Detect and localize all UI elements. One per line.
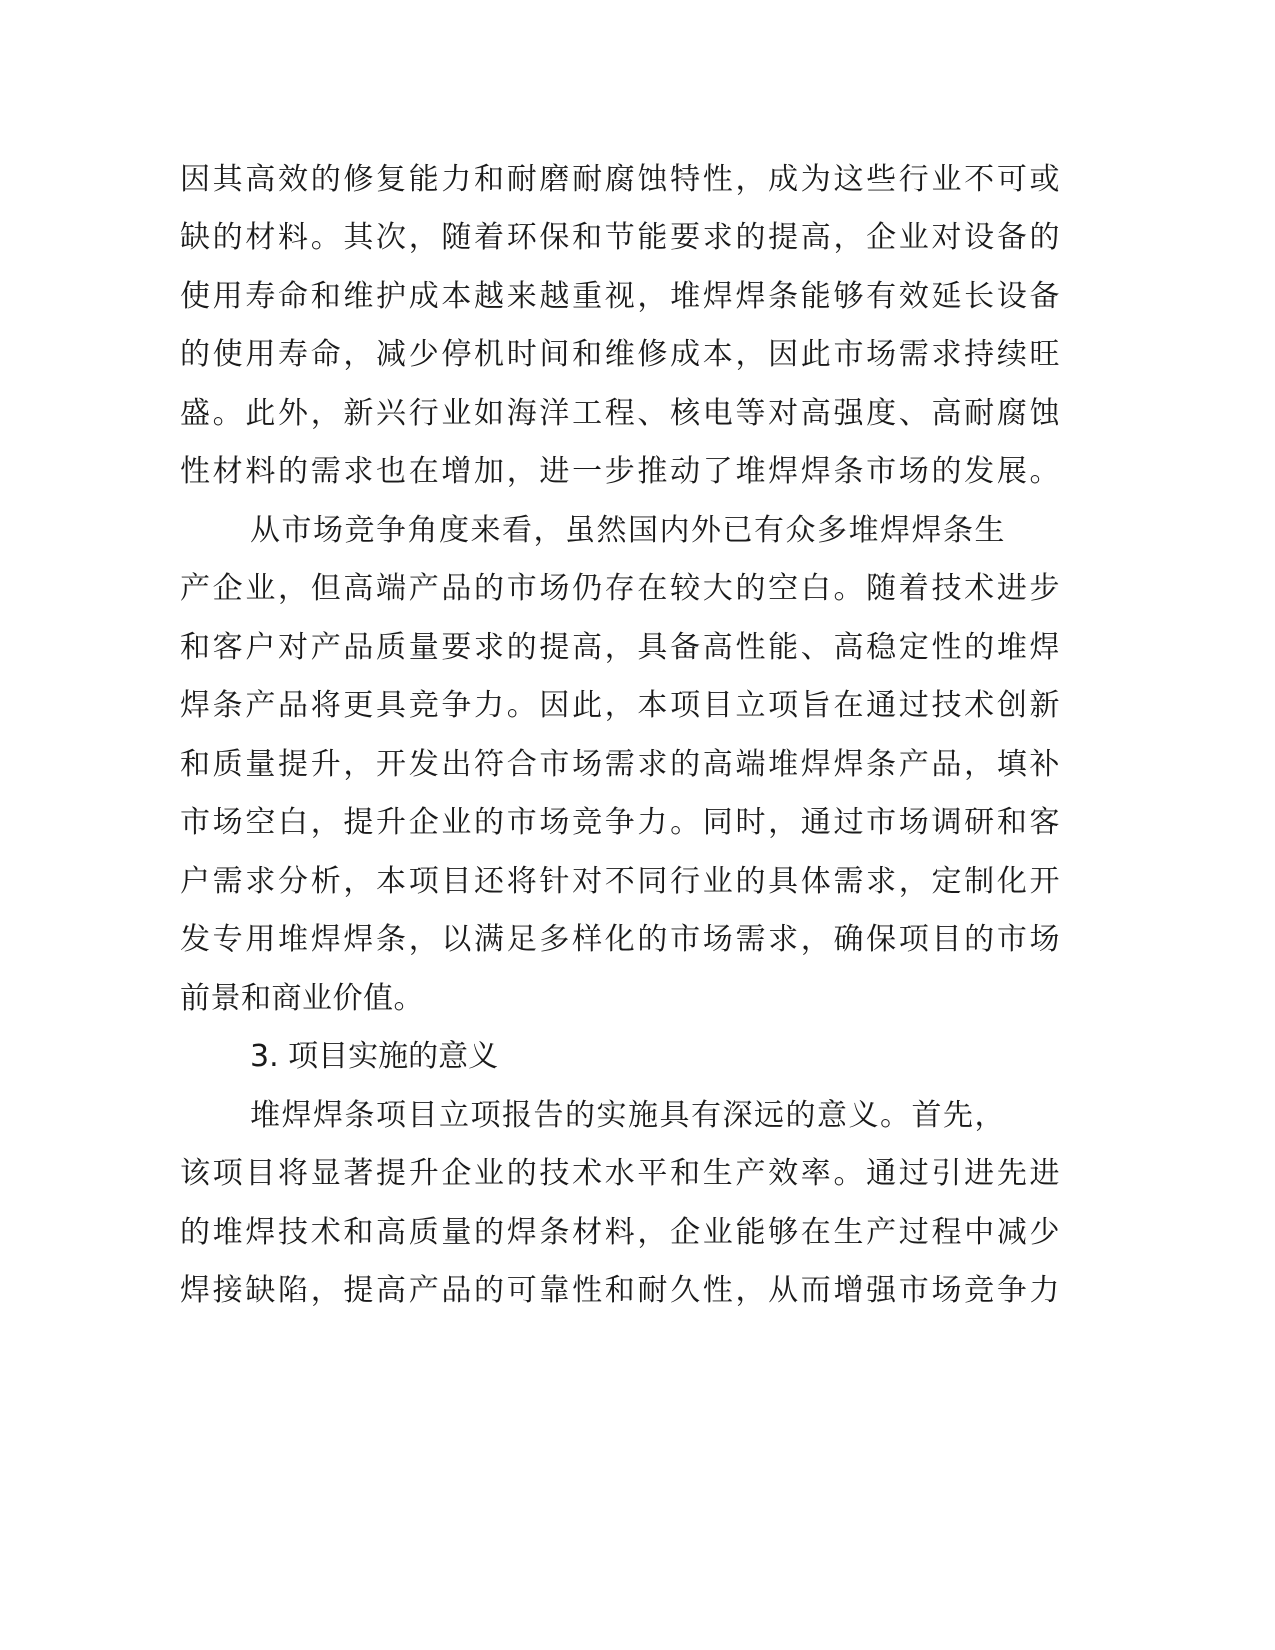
paragraph-3-line-1: 堆焊焊条项目立项报告的实施具有深远的意义。首先， bbox=[250, 1098, 1005, 1133]
paragraph-1-line-6: 性材料的需求也在增加，进一步推动了堆焊焊条市场的发展。 bbox=[180, 454, 1060, 489]
paragraph-3-line-2: 该项目将显著提升企业的技术水平和生产效率。通过引进先进 bbox=[180, 1156, 1060, 1191]
paragraph-1-line-1: 因其高效的修复能力和耐磨耐腐蚀特性，成为这些行业不可或 bbox=[180, 162, 1060, 197]
paragraph-2-line-9: 前景和商业价值。 bbox=[180, 981, 424, 1016]
paragraph-1-line-3: 使用寿命和维护成本越来越重视，堆焊焊条能够有效延长设备 bbox=[180, 279, 1060, 314]
paragraph-2-line-6: 市场空白，提升企业的市场竞争力。同时，通过市场调研和客 bbox=[180, 805, 1060, 840]
paragraph-2-line-8: 发专用堆焊焊条，以满足多样化的市场需求，确保项目的市场 bbox=[180, 922, 1060, 957]
paragraph-2-line-1: 从市场竞争角度来看，虽然国内外已有众多堆焊焊条生 bbox=[250, 513, 1005, 548]
paragraph-2-line-2: 产企业，但高端产品的市场仍存在较大的空白。随着技术进步 bbox=[180, 571, 1060, 606]
paragraph-2-line-3: 和客户对产品质量要求的提高，具备高性能、高稳定性的堆焊 bbox=[180, 630, 1060, 665]
paragraph-2-line-7: 户需求分析，本项目还将针对不同行业的具体需求，定制化开 bbox=[180, 864, 1060, 899]
paragraph-1-line-4: 的使用寿命，减少停机时间和维修成本，因此市场需求持续旺 bbox=[180, 337, 1060, 372]
section-heading: 3. 项目实施的意义 bbox=[250, 1039, 499, 1074]
paragraph-3-line-3: 的堆焊技术和高质量的焊条材料，企业能够在生产过程中减少 bbox=[180, 1215, 1060, 1250]
paragraph-1-line-2: 缺的材料。其次，随着环保和节能要求的提高，企业对设备的 bbox=[180, 220, 1060, 255]
paragraph-3-line-4: 焊接缺陷，提高产品的可靠性和耐久性，从而增强市场竞争力 bbox=[180, 1273, 1060, 1308]
paragraph-2-line-4: 焊条产品将更具竞争力。因此，本项目立项旨在通过技术创新 bbox=[180, 688, 1060, 723]
paragraph-2-line-5: 和质量提升，开发出符合市场需求的高端堆焊焊条产品，填补 bbox=[180, 747, 1060, 782]
paragraph-1-line-5: 盛。此外，新兴行业如海洋工程、核电等对高强度、高耐腐蚀 bbox=[180, 396, 1060, 431]
